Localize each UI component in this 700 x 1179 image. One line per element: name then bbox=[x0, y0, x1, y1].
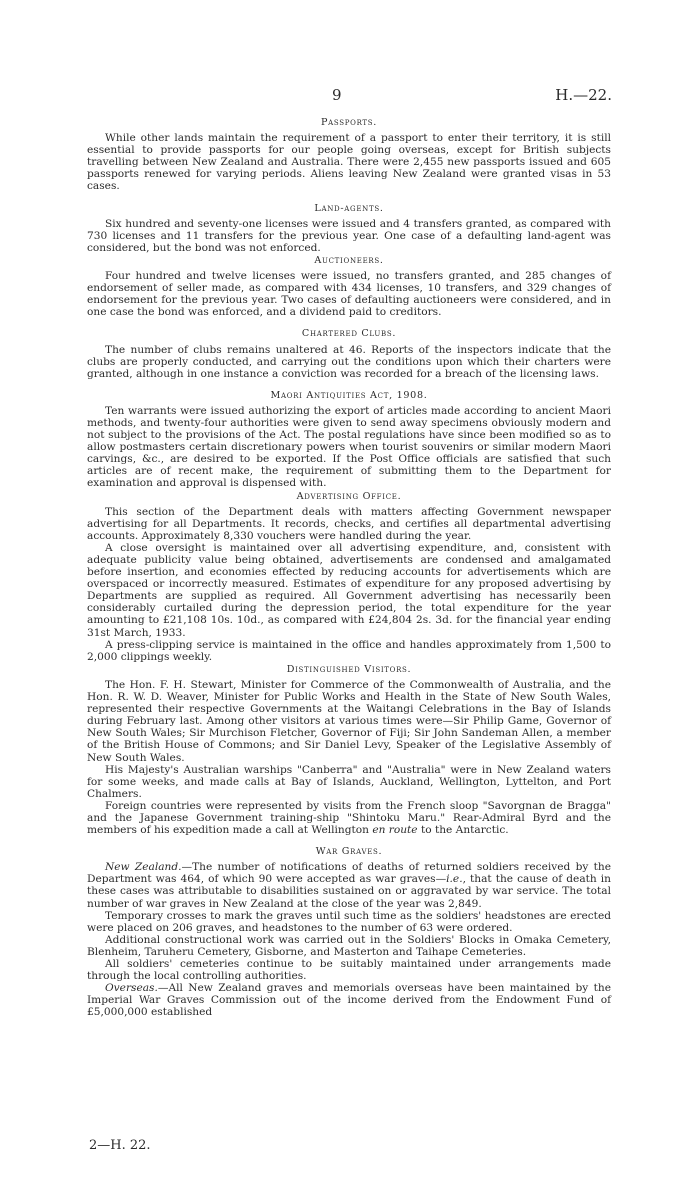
paragraph bbox=[87, 800, 611, 836]
section-heading-war-graves: War Graves. bbox=[315, 846, 383, 858]
paragraph-text: , that the cause of death in these cases was attributable to disabilities sustained on or aggravated by war service. The total number of war graves in New Zealand at the close of the year was 2,849. bbox=[87, 873, 611, 910]
paragraph: While other lands maintain the requirement of a passport to enter their territory, it is still essential to provide passports for our people going overseas, except for British subjects travelling between New Zealand and Australia. There were 2,455 new passports issued and 605 passports renewed for varying periods. Aliens leaving New Zealand were granted visas in 53 cases. bbox=[87, 132, 611, 193]
paragraph-text: —All New Zealand graves and memorials overseas have been maintained by the Imperial War Graves Commission out of the income derived from the Endowment Fund of £5,000,000 established bbox=[87, 982, 611, 1019]
paragraph: His Majesty's Australian warships "Canberra" and "Australia" were in New Zealand waters for some weeks, and made calls at Bay of Islands, Auckland, Wellington, Lyttelton, and Port Chalmers. bbox=[87, 763, 611, 800]
section-heading-auctioneers: Auctioneers. bbox=[314, 254, 384, 266]
paragraph-text: to the Antarctic. bbox=[417, 824, 509, 837]
page-number: 9 bbox=[332, 86, 342, 104]
paragraph: This section of the Department deals with matters affecting Government newspaper advertising for all Departments. It records, checks, and certifies all departmental advertising accounts. Approximately 8,330 vouchers were handled during the year. bbox=[87, 505, 611, 542]
section-heading-passports: Passports. bbox=[320, 117, 378, 128]
section-heading-land-agents: Land-agents. bbox=[314, 202, 384, 214]
paragraph-text: Foreign countries were represented by visits from the French sloop "Savorgnan de Bragga" and the Japanese Government training-ship "Shintoku Maru." Rear-Admiral Byrd and the members of his expedition made a call at Wellington bbox=[87, 799, 611, 837]
paragraph: The Hon. F. H. Stewart, Minister for Commerce of the Commonwealth of Australia, and the Hon. R. W. D. Weaver, Minister for Public Works and Health in the State of New South Wales, represented their respective Governments at the Waitangi Celebrations in the Bay of Islands during February last. Among other visitors at various times were—Sir Philip Game, Governor of New South Wales; Sir Murchison Fletcher, Governor of Fiji; Sir John Sandeman Allen, a member of the British House of Commons; and Sir Daniel Levy, Speaker of the Legislative Assembly of New South Wales. bbox=[87, 678, 611, 764]
paragraph: The number of clubs remains unaltered at 46. Reports of the inspectors indicate that the clubs are properly conducted, and carrying out the conditions upon which their charters were granted, although in one instance a conviction was recorded for a breach of the licensing laws. bbox=[87, 343, 611, 380]
section-heading-chartered-clubs: Chartered Clubs. bbox=[301, 328, 397, 340]
paragraph: All soldiers' cemeteries continue to be suitably maintained under arrangements made through the local controlling authorities. bbox=[87, 958, 611, 983]
paragraph-text: —The number of notifications of deaths of returned soldiers received by the Department was 464, of which 90 were accepted as war graves— bbox=[87, 861, 611, 886]
paragraph: A close oversight is maintained over all advertising expenditure, and, consistent with adequate publicity value being obtained, advertisements are condensed and amalgamated before insertion, and economies effected by reducing accounts for advertisements which are overspaced or incorrectly measured. Estimates of expenditure for any proposed advertising by Departments are supplied as required. All Government advertising has necessarily been considerably curtailed during the depression period, the total expenditure for the year amounting to £21,108 10s. 10d., as compared with £24,804 2s. 3d. for the financial year ending 31st March, 1933. bbox=[87, 541, 611, 639]
section-heading-maori-antiquities: Maori Antiquities Act, 1908. bbox=[270, 389, 428, 401]
subsection-label: New Zealand. bbox=[105, 861, 182, 874]
document-reference: H.—22. bbox=[555, 86, 612, 104]
section-heading-distinguished-visitors: Distinguished Visitors. bbox=[286, 663, 412, 675]
section-heading-advertising-office: Advertising Office. bbox=[296, 490, 402, 502]
paragraph: Additional constructional work was carried out in the Soldiers' Blocks in Omaka Cemetery, Blenheim, Taruheru Cemetery, Gisborne, and Masterton and Taihape Cemeteries. bbox=[87, 933, 611, 958]
paragraph bbox=[87, 982, 611, 1018]
paragraph bbox=[87, 861, 611, 909]
paragraph: Six hundred and seventy-one licenses were issued and 4 transfers granted, as compared with 730 licenses and 11 transfers for the previous year. One case of a defaulting land-agent was considered, but the bond was not enforced. bbox=[87, 217, 611, 254]
paragraph: Four hundred and twelve licenses were issued, no transfers granted, and 285 changes of endorsement of seller made, as compared with 434 licenses, 10 transfers, and 329 changes of endorsement for the previous year. Two cases of defaulting auctioneers were considered, and in one case the bond was enforced, and a dividend paid to creditors. bbox=[87, 270, 611, 319]
italic-phrase: en route bbox=[372, 824, 418, 837]
paragraph: Ten warrants were issued authorizing the export of articles made according to ancient Maori methods, and twenty-four authorities were given to send away specimens obviously modern and not subject to the provisions of the Act. The postal regulations have since been modified so as to allow postmasters certain discretionary powers when tourist souvenirs or similar modern Maori carvings, &c., are desired to be exported. If the Post Office officials are satisfied that such articles are of recent make, the requirement of submitting them to the Department for examination and approval is dispensed with. bbox=[87, 404, 611, 490]
italic-phrase: i.e. bbox=[446, 873, 463, 886]
subsection-label: Overseas. bbox=[105, 982, 158, 995]
page-body bbox=[87, 117, 611, 1018]
paragraph: Temporary crosses to mark the graves until such time as the soldiers' headstones are erected were placed on 206 graves, and headstones to the number of 63 were ordered. bbox=[87, 909, 611, 934]
footer-signature: 2—H. 22. bbox=[89, 1138, 151, 1153]
paragraph: A press-clipping service is maintained in the office and handles approximately from 1,500 to 2,000 clippings weekly. bbox=[87, 638, 611, 663]
